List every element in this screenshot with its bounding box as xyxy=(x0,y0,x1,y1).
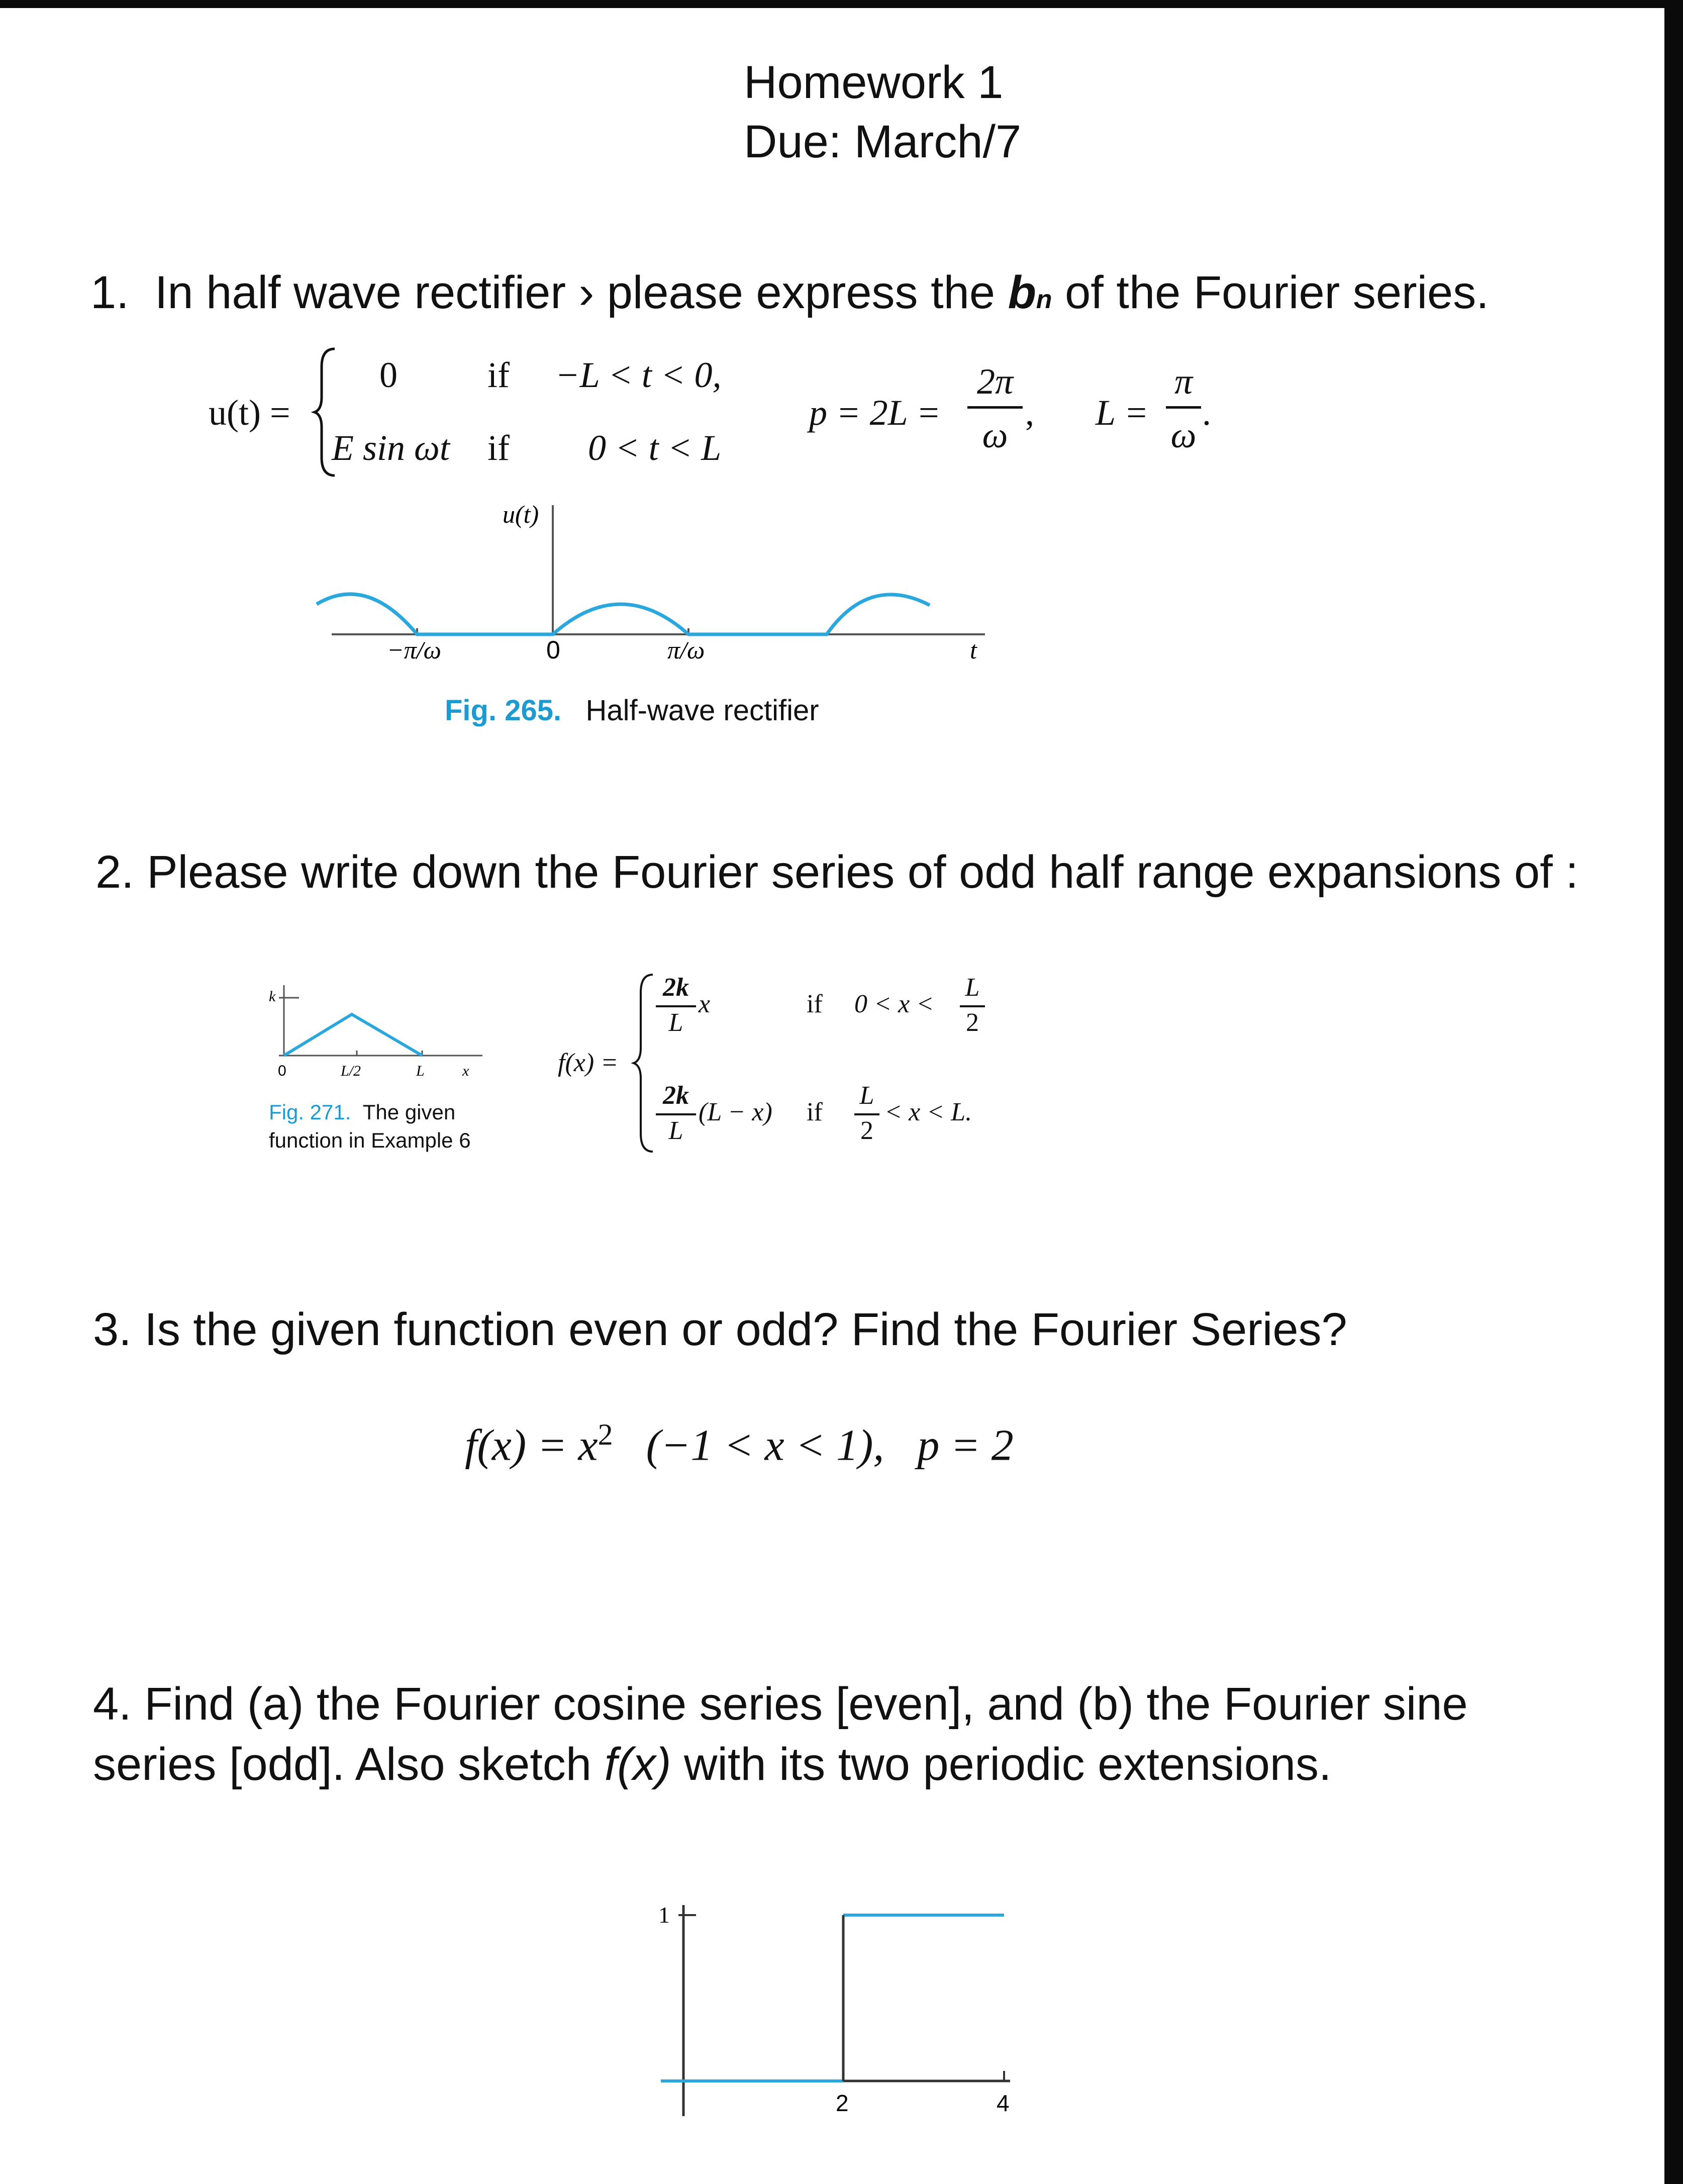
q4-line-2-pre: series [odd]. Also sketch xyxy=(93,1739,592,1790)
q1-period-comma: , xyxy=(1025,393,1034,433)
q1-period-lhs: p = 2L = xyxy=(809,393,941,433)
q1-separator: › xyxy=(578,267,595,318)
q1-period-num: 2π xyxy=(976,361,1014,402)
q1-case2-value: E sin ωt xyxy=(332,428,450,468)
q2-case2-cond-num: L xyxy=(859,1081,874,1110)
q1-L-lhs: L = xyxy=(1096,393,1149,433)
q4-line-2-italic: f(x) xyxy=(604,1739,671,1790)
step-ytick-label: 1 xyxy=(658,1902,670,1928)
q2-case1-cond-num: L xyxy=(965,973,980,1002)
fig265-xlabel: t xyxy=(970,636,977,664)
q3-eq-lhs: f(x) = x xyxy=(465,1421,598,1470)
q2-brace xyxy=(636,973,656,1154)
fig265-ylabel: u(t) xyxy=(503,500,539,528)
q2-case2-frac-bar xyxy=(656,1113,696,1115)
fig265-caption xyxy=(445,694,819,727)
q2-case1-tail: x xyxy=(699,990,711,1018)
q4-line-2 xyxy=(93,1734,1468,1794)
question-4 xyxy=(93,1674,1468,1794)
fig265-caption-text: Half-wave rectifier xyxy=(585,694,819,727)
question-2: 2. Please write down the Fourier series of odd half range expansions of : xyxy=(95,846,1578,898)
q1-text-mid: please express the xyxy=(607,267,996,318)
question-1 xyxy=(90,262,1489,330)
q1-symbol-b: b xyxy=(1008,267,1036,318)
q1-L-num: π xyxy=(1174,361,1193,402)
fig271-caption-text-1: The given xyxy=(362,1100,456,1124)
triangle-curve xyxy=(284,1014,422,1056)
step-xtick-2-label: 2 xyxy=(836,2090,849,2116)
question-3: 3. Is the given function even or odd? Find the Fourier Series? xyxy=(93,1304,1347,1355)
q2-case1-if: if xyxy=(807,990,823,1018)
q2-eq-lhs: f(x) = xyxy=(558,1049,619,1077)
q1-symbol-n: n xyxy=(1036,285,1052,314)
fig271-tick-half: L/2 xyxy=(341,1063,361,1079)
q4-line-2-post: with its two periodic extensions. xyxy=(684,1739,1332,1790)
q2-case2-if: if xyxy=(807,1098,823,1126)
q1-period-fraction-bar xyxy=(967,406,1023,409)
rectified-wave-curve xyxy=(317,594,930,634)
q2-case1-cond-den: 2 xyxy=(966,1008,979,1037)
right-border xyxy=(1664,0,1683,2184)
q1-L-den: ω xyxy=(1170,415,1197,455)
fig265-tick-neg-label: −π/ω xyxy=(387,636,441,664)
fig271-caption-text-2: function in Example 6 xyxy=(269,1128,471,1152)
q1-text-before: In half wave rectifier xyxy=(154,267,566,318)
fig271-ylabel: k xyxy=(269,988,276,1005)
fig271-tick-zero: 0 xyxy=(278,1063,286,1079)
q2-case1-frac-den: L xyxy=(668,1008,683,1037)
q4-line-1: 4. Find (a) the Fourier cosine series [even], and (b) the Fourier sine xyxy=(93,1678,1468,1730)
q3-eq-period: p = 2 xyxy=(917,1421,1014,1470)
q1-L-fraction-bar xyxy=(1166,406,1201,409)
fig271-caption xyxy=(269,1098,471,1155)
q2-case2-tail: (L − x) xyxy=(699,1098,772,1126)
half-wave-rectifier-figure xyxy=(302,498,1005,684)
q1-number: 1. xyxy=(90,267,129,318)
q1-text-after: of the Fourier series. xyxy=(1065,267,1489,318)
fig265-tick-zero-label: 0 xyxy=(546,636,560,664)
fig271-xlabel: x xyxy=(462,1063,469,1079)
q1-eq-lhs: u(t) = xyxy=(209,393,290,433)
q1-case2-cond: 0 < t < L xyxy=(588,428,722,468)
q1-case1-cond: −L < t < 0, xyxy=(555,355,722,395)
q1-case1-if: if xyxy=(487,355,510,395)
fig271-caption-number: Fig. 271. xyxy=(269,1100,351,1124)
q3-equation xyxy=(465,1417,1014,1471)
triangle-function-figure xyxy=(261,980,513,1096)
q3-eq-domain: (−1 < x < 1), xyxy=(646,1421,884,1470)
step-xtick-4-label: 4 xyxy=(997,2090,1010,2116)
q2-case2-cond-post: < x < L. xyxy=(884,1098,972,1126)
q2-case1-cond-bar xyxy=(960,1005,985,1007)
q1-case1-value: 0 xyxy=(379,355,398,395)
due-date: Due: March/7 xyxy=(744,116,1022,167)
homework-header xyxy=(744,53,1021,171)
q1-period-den: ω xyxy=(982,415,1008,455)
q2-case2-frac-den: L xyxy=(668,1116,683,1145)
fig265-tick-pos-label: π/ω xyxy=(667,636,705,664)
homework-title: Homework 1 xyxy=(744,57,1004,108)
fig265-caption-number: Fig. 265. xyxy=(445,694,562,727)
step-function-figure xyxy=(648,1895,1050,2156)
q2-case1-frac-bar xyxy=(656,1005,696,1007)
q2-case2-cond-den: 2 xyxy=(860,1116,873,1145)
q2-case2-cond-bar xyxy=(854,1113,879,1115)
q2-case2-frac-num: 2k xyxy=(663,1081,689,1110)
q2-case1-cond-pre: 0 < x < xyxy=(854,990,934,1018)
q2-case1-frac-num: 2k xyxy=(663,973,689,1002)
q1-L-period: . xyxy=(1202,393,1211,433)
top-border xyxy=(0,0,1683,8)
q3-eq-exponent: 2 xyxy=(598,1418,613,1451)
q1-case2-if: if xyxy=(487,428,510,468)
fig271-tick-L: L xyxy=(416,1063,425,1079)
